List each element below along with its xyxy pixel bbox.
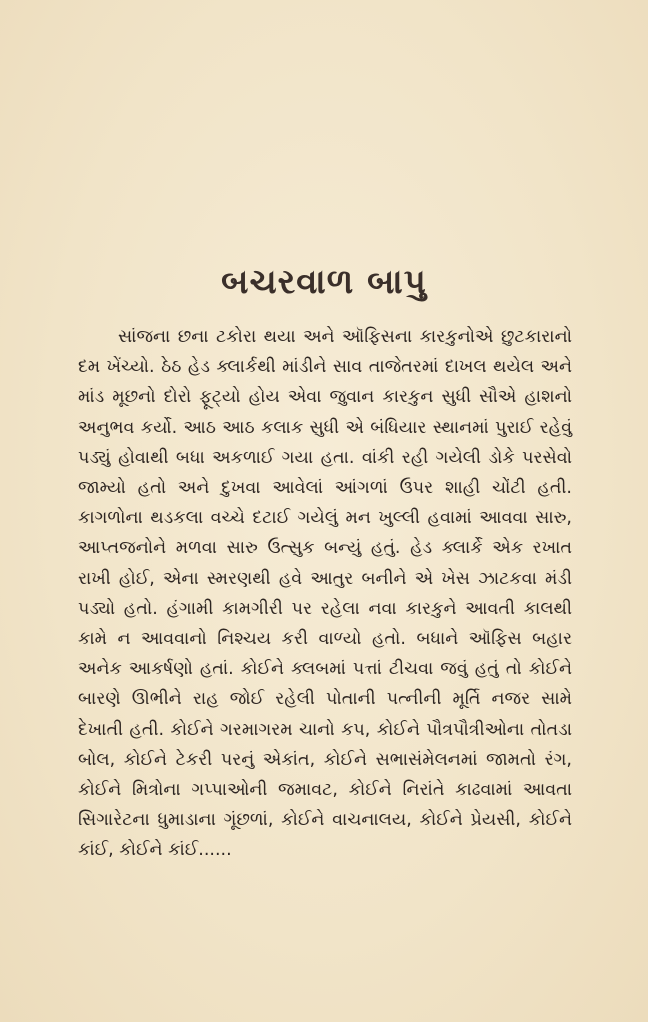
body-paragraph: સાંજના છના ટકોરા થયા અને ઑફિસના કારકુનોએ છુટકારાનો દમ ખેંચ્યો. ઠેઠ હેડ ક્લાર્કથી માંડીને સાવ તાજેતરમાં દાખલ થયેલ અને માંડ મૂછનો દોરો ફૂટ્યો હોય એવા જુવાન કારકુન સુધી સૌએ હાશનો અનુભવ કર્યો. આઠ આઠ કલાક સુધી એ બંધિયાર સ્થાનમાં પુરાઈ રહેવું પડ્યું હોવાથી બધા અકળાઈ ગયા હતા. વાંકી રહી ગયેલી ડોકે પરસેવો જામ્યો હતો અને દુખવા આવેલાં આંગળાં ઉપર શાહી ચોંટી હતી. કાગળોના થડકલા વચ્ચે દટાઈ ગયેલું મન ખુલ્લી હવામાં આવવા સારુ, આપ્તજનોને મળવા સારુ ઉત્સુક બન્યું હતું. હેડ ક્લાર્કે એક રખાત રાખી હોઈ, એના સ્મરણથી હવે આતુર બનીને એ ખેસ ઝાટકવા મંડી પડ્યો હતો. હંગામી કામગીરી પર રહેલા નવા કારકુને આવતી કાલથી કામે ન આવવાનો નિશ્ચય કરી વાળ્યો હતો. બધાને ઑફિસ બહાર અનેક આકર્ષણો હતાં. કોઈને ક્લબમાં પત્તાં ટીચવા જવું હતું તો કોઈને બારણે ઊભીને રાહ જોઈ રહેલી પોતાની પત્નીની મૂર્તિ નજર સામે દેખાતી હતી. કોઈને ગરમાગરમ ચાનો કપ, કોઈને પૌત્રપૌત્રીઓના તોતડા બોલ, કોઈને ટેકરી પરનું એકાંત, કોઈને સભાસંમેલનમાં જામતો રંગ, કોઈને મિત્રોના ગપ્પાઓની જમાવટ, કોઈને નિરાંતે કાઢવામાં આવતા સિગારેટના ધુમાડાના ગૂંછળાં, કોઈને વાચનાલય, કોઈને પ્રેયસી, કોઈને કાંઈ, કોઈને કાંઈ...... <box>78 327 572 861</box>
chapter-title: બચરવાળ બાપુ <box>221 262 427 302</box>
